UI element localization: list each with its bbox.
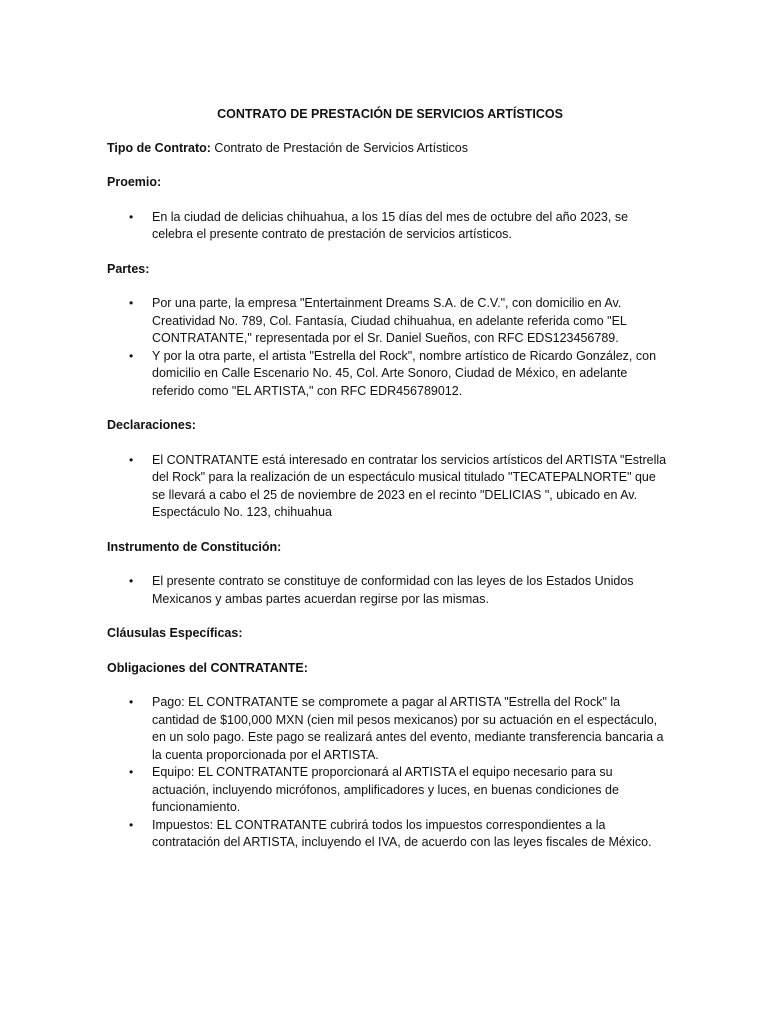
instrumento-list	[107, 573, 667, 608]
bullet-icon: •	[129, 695, 134, 709]
list-item	[107, 694, 667, 764]
document-body	[107, 106, 667, 869]
list-item	[107, 209, 667, 244]
list-item-text: Pago: EL CONTRATANTE se compromete a pagar al ARTISTA "Estrella del Rock" la cantidad de $100,000 MXN (cien mil pesos mexicanos) por su actuación en el espectáculo, en un solo pago. Este pago se realizará antes del evento, mediante transferencia bancaria a la cuenta proporcionada por el ARTISTA.	[152, 695, 664, 762]
list-item-text: Y por la otra parte, el artista "Estrella del Rock", nombre artístico de Ricardo González, con domicilio en Calle Escenario No. 45, Col. Arte Sonoro, Ciudad de México, en adelante referido como "EL ARTISTA," con RFC EDR456789012.	[152, 348, 657, 398]
clausulas-heading: Cláusulas Específicas:	[107, 626, 243, 640]
declaraciones-list	[107, 452, 667, 522]
list-item	[107, 764, 667, 817]
list-item	[107, 348, 667, 401]
list-item	[107, 573, 667, 608]
list-item-text: Equipo: EL CONTRATANTE proporcionará al ARTISTA el equipo necesario para su actuación, incluyendo micrófonos, amplificadores y luces, en buenas condiciones de funcionamiento.	[152, 765, 619, 814]
bullet-icon: •	[129, 817, 134, 832]
declaraciones-heading: Declaraciones:	[107, 418, 196, 432]
list-item-text: En la ciudad de delicias chihuahua, a los 15 días del mes de octubre del año 2023, se celebra el presente contrato de prestación de servicios artísticos.	[152, 209, 629, 241]
proemio-heading: Proemio:	[107, 175, 162, 189]
contract-type-value: Contrato de Prestación de Servicios Artísticos	[210, 140, 468, 155]
list-item-text: El CONTRATANTE está interesado en contratar los servicios artísticos del ARTISTA "Estrella del Rock" para la realización de un espectáculo musical titulado "TECATEPALNORTE" que se llevará a cabo el 25 de noviembre de 2023 en el recinto "DELICIAS ", ubicado en Av. Espectáculo No. 123, chihuahua	[152, 452, 667, 519]
contract-type-label: Tipo de Contrato:	[107, 140, 211, 155]
bullet-icon: •	[129, 348, 134, 363]
document-title: CONTRATO DE PRESTACIÓN DE SERVICIOS ARTÍSTICOS	[217, 107, 563, 121]
obligaciones-list	[107, 694, 667, 852]
partes-heading: Partes:	[107, 261, 150, 276]
list-item	[107, 452, 667, 522]
list-item	[107, 295, 667, 348]
bullet-icon: •	[129, 296, 134, 310]
instrumento-heading: Instrumento de Constitución:	[107, 539, 282, 554]
contract-type-line	[107, 140, 667, 158]
bullet-icon: •	[129, 574, 134, 588]
obligaciones-heading: Obligaciones del CONTRATANTE:	[107, 660, 308, 675]
list-item-text: Por una parte, la empresa "Entertainment Dreams S.A. de C.V.", con domicilio en Av. Creatividad No. 789, Col. Fantasía, Ciudad chihuahua, en adelante referida como "EL CONTRATANTE," representada por el Sr. Daniel Sueños, con RFC EDS123456789.	[152, 296, 627, 345]
bullet-icon: •	[129, 452, 134, 467]
bullet-icon: •	[129, 209, 134, 224]
bullet-icon: •	[129, 765, 134, 779]
list-item-text: El presente contrato se constituye de conformidad con las leyes de los Estados Unidos Mexicanos y ambas partes acuerdan regirse por las mismas.	[152, 574, 634, 606]
partes-list	[107, 295, 667, 400]
list-item	[107, 817, 667, 852]
proemio-list	[107, 209, 667, 244]
list-item-text: Impuestos: EL CONTRATANTE cubrirá todos los impuestos correspondientes a la contratación del ARTISTA, incluyendo el IVA, de acuerdo con las leyes fiscales de México.	[152, 817, 652, 849]
